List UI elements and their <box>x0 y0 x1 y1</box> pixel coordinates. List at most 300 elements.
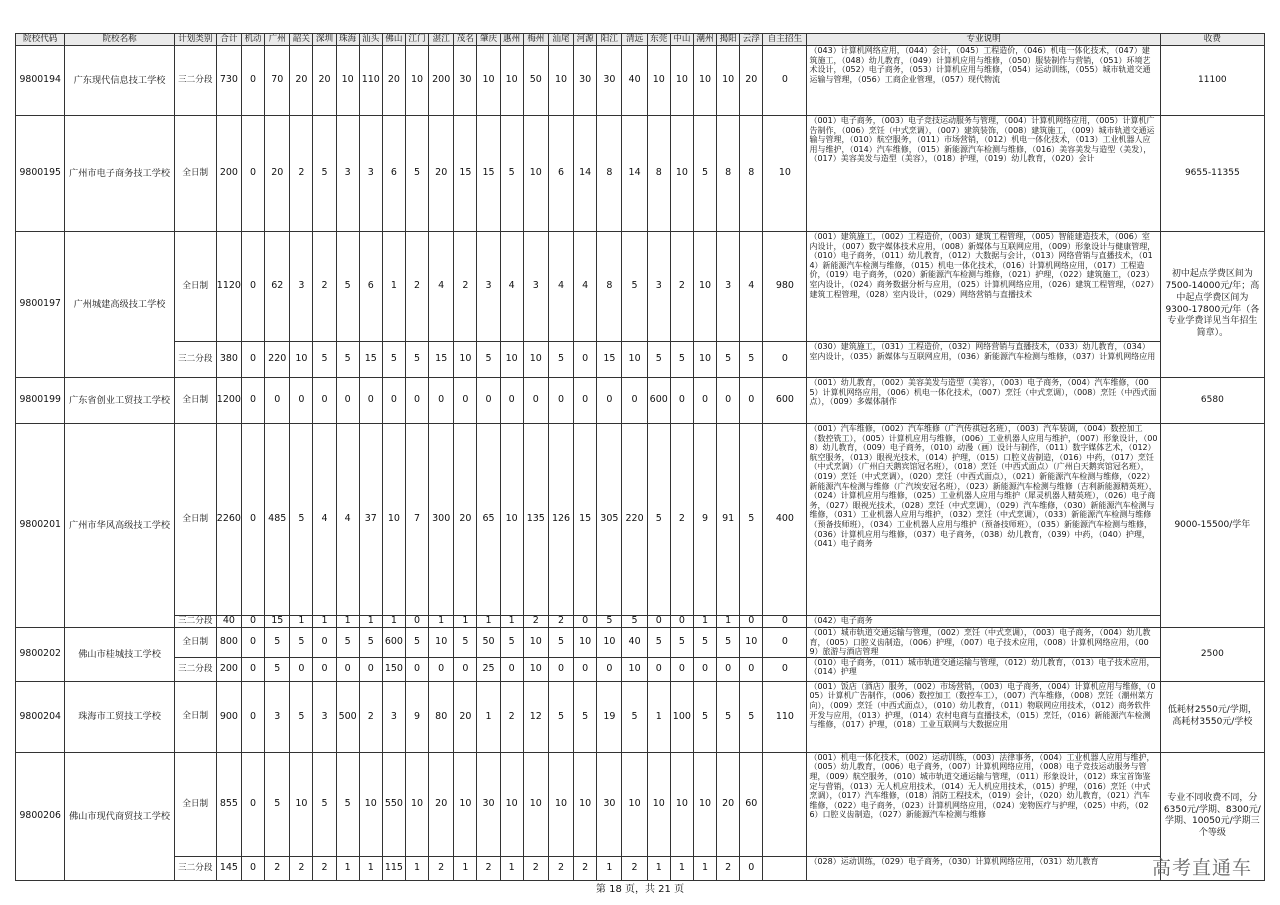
quota-cell: 2260 <box>216 424 241 616</box>
major-description: （043）计算机网络应用，（044）会计，（045）工程造价，（046）机电一体化技术，（047）建筑施工，（048）幼儿教育，（049）计算机应用与维修，（050）服装制作与营销，（051）环境艺术设计，（052）电子商务，（053）计算机应用与维修，（054）运动训练，（055）城市轨道交通运输与管理，（056）工商企业管理，（057）现代物流 <box>807 46 1160 116</box>
quota-cell: 10 <box>717 46 740 116</box>
quota-cell: 3 <box>717 232 740 342</box>
quota-cell: 6 <box>382 116 405 232</box>
column-header: 梅州 <box>523 34 548 46</box>
quota-cell: 2 <box>313 232 336 342</box>
quota-cell: 0 <box>763 628 807 658</box>
column-header: 河源 <box>574 34 597 46</box>
school-code: 9800195 <box>16 116 65 232</box>
quota-cell: 0 <box>500 657 523 681</box>
quota-cell: 600 <box>382 628 405 658</box>
quota-cell: 30 <box>597 46 622 116</box>
quota-cell: 0 <box>477 378 500 424</box>
quota-cell: 5 <box>477 342 500 378</box>
quota-cell: 2 <box>290 856 313 880</box>
quota-cell: 10 <box>500 46 523 116</box>
enrollment-plan-table <box>15 33 1265 881</box>
school-code: 9800194 <box>16 46 65 116</box>
quota-cell: 30 <box>597 752 622 856</box>
quota-cell: 4 <box>336 424 359 616</box>
quota-cell: 2 <box>313 856 336 880</box>
quota-cell: 5 <box>405 628 428 658</box>
quota-cell: 5 <box>336 232 359 342</box>
quota-cell: 5 <box>290 628 313 658</box>
quota-cell: 1 <box>313 616 336 628</box>
quota-cell: 0 <box>574 657 597 681</box>
quota-cell: 0 <box>523 378 548 424</box>
quota-cell: 5 <box>405 116 428 232</box>
plan-type: 全日制 <box>174 378 216 424</box>
quota-cell: 110 <box>763 681 807 752</box>
school-name: 珠海市工贸技工学校 <box>65 681 174 752</box>
quota-cell: 0 <box>647 657 670 681</box>
quota-cell: 1 <box>405 856 428 880</box>
quota-cell: 1 <box>429 616 454 628</box>
quota-cell: 0 <box>242 232 265 342</box>
quota-cell: 15 <box>359 342 382 378</box>
column-header: 计划类别 <box>174 34 216 46</box>
quota-cell: 0 <box>740 856 763 880</box>
quota-cell: 3 <box>359 116 382 232</box>
quota-cell: 5 <box>693 116 716 232</box>
quota-cell: 0 <box>242 116 265 232</box>
school-name: 广东省创业工贸技工学校 <box>65 378 174 424</box>
plan-type: 三二分段 <box>174 657 216 681</box>
table-header-row <box>16 34 1265 46</box>
quota-cell: 2 <box>574 856 597 880</box>
major-description: （030）建筑施工，（031）工程造价，（032）网络营销与直播技术，（033）幼儿教育，（034）室内设计，（035）新媒体与互联网应用，（036）新能源汽车检测与维修，（037）计算机网络应用 <box>807 342 1160 378</box>
tuition-fee: 初中起点学费区间为7500-14000元/年；高中起点学费区间为9300-17800元/年（各专业学费详见当年招生简章）。 <box>1160 232 1264 378</box>
quota-cell: 1 <box>359 856 382 880</box>
column-header: 云浮 <box>740 34 763 46</box>
school-name: 佛山市现代商贸技工学校 <box>65 752 174 880</box>
quota-cell: 8 <box>597 116 622 232</box>
quota-cell: 60 <box>740 752 763 856</box>
quota-cell: 15 <box>574 424 597 616</box>
quota-cell: 2 <box>548 616 573 628</box>
column-header: 惠州 <box>500 34 523 46</box>
school-name: 广州城建高级技工学校 <box>65 232 174 378</box>
school-code: 9800201 <box>16 424 65 628</box>
column-header: 汕头 <box>359 34 382 46</box>
quota-cell: 10 <box>500 342 523 378</box>
quota-cell: 30 <box>454 46 477 116</box>
quota-cell: 9 <box>693 424 716 616</box>
quota-cell: 1120 <box>216 232 241 342</box>
quota-cell: 1 <box>359 616 382 628</box>
quota-cell: 15 <box>265 616 290 628</box>
quota-cell: 10 <box>670 46 693 116</box>
quota-cell: 300 <box>429 424 454 616</box>
quota-cell: 0 <box>693 378 716 424</box>
quota-cell: 0 <box>693 657 716 681</box>
quota-cell: 0 <box>242 752 265 856</box>
quota-cell: 0 <box>670 378 693 424</box>
table-row <box>16 657 1265 681</box>
quota-cell: 0 <box>740 616 763 628</box>
quota-cell: 600 <box>647 378 670 424</box>
quota-cell: 0 <box>242 616 265 628</box>
quota-cell: 550 <box>382 752 405 856</box>
quota-cell: 2 <box>670 232 693 342</box>
school-code: 9800197 <box>16 232 65 378</box>
quota-cell: 220 <box>265 342 290 378</box>
quota-cell: 5 <box>290 681 313 752</box>
plan-type: 全日制 <box>174 116 216 232</box>
quota-cell: 2 <box>454 232 477 342</box>
quota-cell: 5 <box>313 342 336 378</box>
column-header: 深圳 <box>313 34 336 46</box>
quota-cell: 5 <box>265 628 290 658</box>
quota-cell: 0 <box>359 378 382 424</box>
quota-cell: 1 <box>500 616 523 628</box>
quota-cell: 10 <box>290 342 313 378</box>
quota-cell: 3 <box>313 681 336 752</box>
quota-cell: 5 <box>336 752 359 856</box>
quota-cell: 10 <box>523 342 548 378</box>
column-header: 机动 <box>242 34 265 46</box>
tuition-fee: 11100 <box>1160 46 1264 116</box>
quota-cell: 0 <box>647 616 670 628</box>
school-name: 广州市电子商务技工学校 <box>65 116 174 232</box>
quota-cell: 10 <box>523 752 548 856</box>
quota-cell: 0 <box>574 342 597 378</box>
quota-cell: 0 <box>670 616 693 628</box>
quota-cell: 5 <box>313 116 336 232</box>
quota-cell: 600 <box>763 378 807 424</box>
quota-cell: 15 <box>429 342 454 378</box>
quota-cell: 0 <box>336 657 359 681</box>
quota-cell: 2 <box>670 424 693 616</box>
quota-cell: 0 <box>242 378 265 424</box>
quota-cell: 8 <box>740 116 763 232</box>
quota-cell: 5 <box>622 616 647 628</box>
school-code: 9800204 <box>16 681 65 752</box>
table-row <box>16 628 1265 658</box>
quota-cell: 1 <box>647 856 670 880</box>
quota-cell: 10 <box>405 752 428 856</box>
quota-cell: 3 <box>290 232 313 342</box>
quota-cell: 10 <box>359 752 382 856</box>
major-description: （001）电子商务，（003）电子竞技运动服务与管理，（004）计算机网络应用，（005）计算机广告制作，（006）烹饪（中式烹调），（007）建筑装饰，（008）建筑施工，（009）城市轨道交通运输与管理，（010）航空服务，（011）市场营销，（012）机电一体化技术，（013）工业机器人应用与维护，（014）汽车维修，（015）新能源汽车检测与维修，（016）美容美发与造型（美发），（017）美容美发与造型（美容），（018）护理，（019）幼儿教育，（020）会计 <box>807 116 1160 232</box>
plan-type: 三二分段 <box>174 616 216 628</box>
major-description: （001）饭店（酒店）服务，（002）市场营销，（003）电子商务，（004）计算机应用与维修，（005）计算机广告制作，（006）数控加工（数控车工），（007）汽车维修，（008）烹饪（潮州菜方向），（009）烹饪（中西式面点），（010）幼儿教育，（011）物联网应用技术，（012）商务软件开发与应用，（013）护理，（014）农村电商与直播技术，（015）烹饪，（016）新能源汽车检测与维修，（017）护理，（018）工业互联网与大数据应用 <box>807 681 1160 752</box>
quota-cell: 5 <box>382 342 405 378</box>
quota-cell: 5 <box>670 628 693 658</box>
quota-cell: 0 <box>242 628 265 658</box>
quota-cell: 0 <box>242 856 265 880</box>
quota-cell: 220 <box>622 424 647 616</box>
quota-cell: 91 <box>717 424 740 616</box>
quota-cell: 0 <box>242 681 265 752</box>
quota-cell: 0 <box>454 657 477 681</box>
quota-cell: 0 <box>313 628 336 658</box>
quota-cell: 10 <box>382 424 405 616</box>
quota-cell: 40 <box>622 46 647 116</box>
quota-cell: 20 <box>717 752 740 856</box>
column-header: 中山 <box>670 34 693 46</box>
quota-cell: 10 <box>500 752 523 856</box>
quota-cell: 10 <box>670 752 693 856</box>
plan-type: 全日制 <box>174 232 216 342</box>
quota-cell: 485 <box>265 424 290 616</box>
quota-cell: 115 <box>382 856 405 880</box>
quota-cell: 10 <box>693 752 716 856</box>
table-row <box>16 752 1265 856</box>
quota-cell: 200 <box>216 116 241 232</box>
column-header: 佛山 <box>382 34 405 46</box>
tuition-fee: 6580 <box>1160 378 1264 424</box>
quota-cell: 1 <box>597 856 622 880</box>
table-row <box>16 378 1265 424</box>
table-row <box>16 681 1265 752</box>
table-row <box>16 616 1265 628</box>
quota-cell: 5 <box>359 628 382 658</box>
quota-cell: 0 <box>290 657 313 681</box>
quota-cell: 0 <box>717 378 740 424</box>
quota-cell: 0 <box>336 378 359 424</box>
quota-cell: 10 <box>740 628 763 658</box>
quota-cell: 1 <box>477 616 500 628</box>
quota-cell: 855 <box>216 752 241 856</box>
school-code: 9800202 <box>16 628 65 682</box>
quota-cell: 5 <box>740 342 763 378</box>
quota-cell: 5 <box>693 681 716 752</box>
quota-cell: 0 <box>740 378 763 424</box>
quota-cell: 4 <box>574 232 597 342</box>
quota-cell: 5 <box>647 342 670 378</box>
quota-cell: 5 <box>622 232 647 342</box>
quota-cell: 0 <box>405 378 428 424</box>
quota-cell: 10 <box>429 628 454 658</box>
quota-cell: 5 <box>290 424 313 616</box>
column-header: 湛江 <box>429 34 454 46</box>
quota-cell: 0 <box>597 378 622 424</box>
quota-cell: 0 <box>763 657 807 681</box>
quota-cell: 10 <box>523 628 548 658</box>
quota-cell <box>763 752 807 856</box>
quota-cell: 5 <box>500 628 523 658</box>
quota-cell: 0 <box>429 378 454 424</box>
quota-cell: 10 <box>574 752 597 856</box>
quota-cell: 5 <box>597 616 622 628</box>
major-description: （001）城市轨道交通运输与管理，（002）烹饪（中式烹调），（003）电子商务，（004）幼儿教育，（005）口腔义齿制造，（006）护理，（007）电子技术应用，（008）计算机网络应用，（009）旅游与酒店管理 <box>807 628 1160 658</box>
column-header: 广州 <box>265 34 290 46</box>
quota-cell: 400 <box>763 424 807 616</box>
quota-cell: 30 <box>574 46 597 116</box>
quota-cell: 2 <box>548 856 573 880</box>
quota-cell: 1 <box>454 856 477 880</box>
quota-cell: 5 <box>622 681 647 752</box>
quota-cell: 40 <box>216 616 241 628</box>
quota-cell: 0 <box>382 378 405 424</box>
quota-cell: 10 <box>548 752 573 856</box>
tuition-fee: 专业不同收费不同，分6350元/学期、8300元/学期、10050元/学期三个等级 <box>1160 752 1264 880</box>
quota-cell: 10 <box>763 116 807 232</box>
major-description: （001）建筑施工，（002）工程造价，（003）建筑工程管理，（005）智能建造技术，（006）室内设计，（007）数字媒体技术应用，（008）新媒体与互联网应用，（009）形象设计与健康管理，（010）电子商务，（011）幼儿教育，（012）大数据与会计，（013）网络营销与直播技术，（014）新能源汽车检测与维修，（015）机电一体化技术，（016）计算机网络应用，（017）工程造价，（019）电子商务，（020）新能源汽车检测与维修，（021）护理，（022）建筑施工，（023）室内设计，（024）商务数据分析与应用，（025）计算机网络应用，（026）建筑工程管理，（027）建筑工程管理，（028）室内设计，（029）网络营销与直播技术 <box>807 232 1160 342</box>
quota-cell: 8 <box>647 116 670 232</box>
quota-cell: 380 <box>216 342 241 378</box>
column-header: 江门 <box>405 34 428 46</box>
major-description: （028）运动训练，（029）电子商务，（030）计算机网络应用，（031）幼儿教育 <box>807 856 1160 880</box>
major-description: （001）幼儿教育，（002）美容美发与造型（美容），（003）电子商务，（004）汽车维修，（005）计算机网络应用，（006）机电一体化技术，（007）烹饪（中式烹调），（008）烹饪（中西式面点），（009）多媒体制作 <box>807 378 1160 424</box>
quota-cell: 30 <box>477 752 500 856</box>
quota-cell: 7 <box>405 424 428 616</box>
quota-cell: 19 <box>597 681 622 752</box>
quota-cell: 10 <box>647 46 670 116</box>
quota-cell: 730 <box>216 46 241 116</box>
quota-cell: 50 <box>477 628 500 658</box>
quota-cell: 15 <box>597 342 622 378</box>
quota-cell: 10 <box>574 628 597 658</box>
quota-cell: 500 <box>336 681 359 752</box>
quota-cell: 1 <box>382 232 405 342</box>
quota-cell: 37 <box>359 424 382 616</box>
quota-cell: 1 <box>336 616 359 628</box>
quota-cell: 5 <box>574 681 597 752</box>
quota-cell <box>763 856 807 880</box>
quota-cell: 1 <box>477 681 500 752</box>
quota-cell: 200 <box>216 657 241 681</box>
quota-cell: 3 <box>336 116 359 232</box>
quota-cell: 0 <box>740 657 763 681</box>
quota-cell: 20 <box>290 46 313 116</box>
quota-cell: 2 <box>523 616 548 628</box>
quota-cell: 1 <box>647 681 670 752</box>
quota-cell: 0 <box>242 46 265 116</box>
table-row <box>16 116 1265 232</box>
quota-cell: 10 <box>405 46 428 116</box>
quota-cell: 1200 <box>216 378 241 424</box>
quota-cell: 10 <box>454 342 477 378</box>
quota-cell: 4 <box>740 232 763 342</box>
quota-cell: 10 <box>597 628 622 658</box>
quota-cell: 20 <box>429 116 454 232</box>
quota-cell: 5 <box>647 628 670 658</box>
table-row <box>16 232 1265 342</box>
column-header: 韶关 <box>290 34 313 46</box>
quota-cell: 0 <box>242 657 265 681</box>
quota-cell: 5 <box>717 342 740 378</box>
quota-cell: 5 <box>548 681 573 752</box>
quota-cell: 3 <box>477 232 500 342</box>
quota-cell: 10 <box>523 116 548 232</box>
quota-cell: 126 <box>548 424 573 616</box>
major-description: （010）电子商务，（011）城市轨道交通运输与管理，（012）幼儿教育，（013）电子技术应用，（014）护理 <box>807 657 1160 681</box>
quota-cell: 0 <box>313 657 336 681</box>
quota-cell: 1 <box>382 616 405 628</box>
quota-cell: 0 <box>242 342 265 378</box>
quota-cell: 20 <box>454 681 477 752</box>
quota-cell: 10 <box>622 752 647 856</box>
quota-cell: 0 <box>717 657 740 681</box>
plan-type: 三二分段 <box>174 46 216 116</box>
quota-cell: 5 <box>693 628 716 658</box>
quota-cell: 0 <box>574 378 597 424</box>
quota-cell: 5 <box>647 424 670 616</box>
column-header: 珠海 <box>336 34 359 46</box>
quota-cell: 5 <box>740 681 763 752</box>
school-name: 佛山市桂城技工学校 <box>65 628 174 682</box>
quota-cell: 200 <box>429 46 454 116</box>
table-row <box>16 856 1265 880</box>
tuition-fee: 低耗材2550元/学期，高耗材3550元/学校 <box>1160 681 1264 752</box>
column-header: 院校代码 <box>16 34 65 46</box>
quota-cell: 0 <box>405 657 428 681</box>
quota-cell: 10 <box>454 752 477 856</box>
quota-cell: 1 <box>717 616 740 628</box>
column-header: 收费 <box>1160 34 1264 46</box>
quota-cell: 65 <box>477 424 500 616</box>
quota-cell: 800 <box>216 628 241 658</box>
quota-cell: 10 <box>500 424 523 616</box>
quota-cell: 2 <box>477 856 500 880</box>
quota-cell: 5 <box>548 342 573 378</box>
quota-cell: 20 <box>429 752 454 856</box>
quota-cell: 5 <box>740 424 763 616</box>
quota-cell: 6 <box>548 116 573 232</box>
plan-type: 全日制 <box>174 681 216 752</box>
quota-cell: 12 <box>523 681 548 752</box>
quota-cell: 4 <box>500 232 523 342</box>
column-header: 揭阳 <box>717 34 740 46</box>
quota-cell: 1 <box>670 856 693 880</box>
quota-cell: 62 <box>265 232 290 342</box>
quota-cell: 2 <box>405 232 428 342</box>
school-name: 广东现代信息技工学校 <box>65 46 174 116</box>
quota-cell: 5 <box>313 752 336 856</box>
quota-cell: 0 <box>265 378 290 424</box>
quota-cell: 1 <box>693 616 716 628</box>
column-header: 自主招生 <box>763 34 807 46</box>
plan-type: 三二分段 <box>174 856 216 880</box>
quota-cell: 0 <box>290 378 313 424</box>
quota-cell: 0 <box>548 657 573 681</box>
table-row <box>16 424 1265 616</box>
quota-cell: 10 <box>336 46 359 116</box>
quota-cell: 10 <box>477 46 500 116</box>
quota-cell: 0 <box>597 657 622 681</box>
column-header: 合计 <box>216 34 241 46</box>
major-description: （001）机电一体化技术，（002）运动训练，（003）法律事务，（004）工业机器人应用与维护，（005）幼儿教育，（006）电子商务，（007）计算机网络应用，（008）电子竞技运动服务与管理，（009）航空服务，（010）城市轨道交通运输与管理，（011）形象设计，（012）珠宝首饰鉴定与营销，（013）无人机应用技术，（014）无人机应用技术，（015）护理，（016）烹饪（中式烹调），（017）汽车维修，（018）消防工程技术，（019）会计，（020）幼儿教育，（021）汽车维修，（022）电子商务，（023）计算机网络应用，（024）宠物医疗与护理，（025）中药，（026）口腔义齿制造，（027）新能源汽车检测与维修 <box>807 752 1160 856</box>
quota-cell: 2 <box>717 856 740 880</box>
quota-cell: 50 <box>523 46 548 116</box>
quota-cell: 10 <box>523 657 548 681</box>
column-header: 阳江 <box>597 34 622 46</box>
column-header: 清远 <box>622 34 647 46</box>
quota-cell: 980 <box>763 232 807 342</box>
column-header: 院校名称 <box>65 34 174 46</box>
quota-cell: 10 <box>693 232 716 342</box>
major-description: （001）汽车维修，（002）汽车维修（广汽传祺冠名班），（003）汽车装调，（004）数控加工（数控铣工），（005）计算机应用与维修，（006）工业机器人应用与维护，（007）形象设计，（008）幼儿教育，（009）电子商务，（010）动漫（画）设计与制作，（011）数字媒体艺术，（012）航空服务，（013）眼视光技术，（014）护理，（015）口腔义齿制造，（016）中药，（017）烹饪（中式烹调）（广州白天鹅宾馆冠名班），（018）烹饪（中西式面点）（广州白天鹅宾馆冠名班），（019）烹饪（中式烹调），（020）烹饪（中西式面点），（021）新能源汽车检测与维修，（022）新能源汽车检测与维修（广汽埃安冠名班），（023）新能源汽车检测与维修（吉利新能源精英班），（024）计算机应用与维修，（025）工业机器人应用与维护（犀灵机器人精英班），（026）电子商务，（027）眼视光技术，（028）烹饪（中式烹调），（029）汽车维修，（030）新能源汽车检测与维修，（031）工业机器人应用与维护，（032）烹饪（中式烹调），（033）新能源汽车检测与维修（预备技师班），（034）工业机器人应用与维护（预备技师班），（035）新能源汽车检测与维修，（036）计算机应用与维修，（037）电子商务，（038）幼儿教育，（039）中药，（040）护理，（041）电子商务 <box>807 424 1160 616</box>
quota-cell: 0 <box>359 657 382 681</box>
quota-cell: 3 <box>382 681 405 752</box>
plan-type: 三二分段 <box>174 342 216 378</box>
plan-type: 全日制 <box>174 424 216 616</box>
quota-cell: 10 <box>647 752 670 856</box>
quota-cell: 0 <box>313 378 336 424</box>
quota-cell: 2 <box>622 856 647 880</box>
column-header: 东莞 <box>647 34 670 46</box>
quota-cell: 14 <box>574 116 597 232</box>
tuition-fee: 9000-15500/学年 <box>1160 424 1264 628</box>
quota-cell: 15 <box>477 116 500 232</box>
quota-cell: 150 <box>382 657 405 681</box>
quota-cell: 40 <box>622 628 647 658</box>
quota-cell: 145 <box>216 856 241 880</box>
quota-cell: 0 <box>763 46 807 116</box>
column-header: 潮州 <box>693 34 716 46</box>
